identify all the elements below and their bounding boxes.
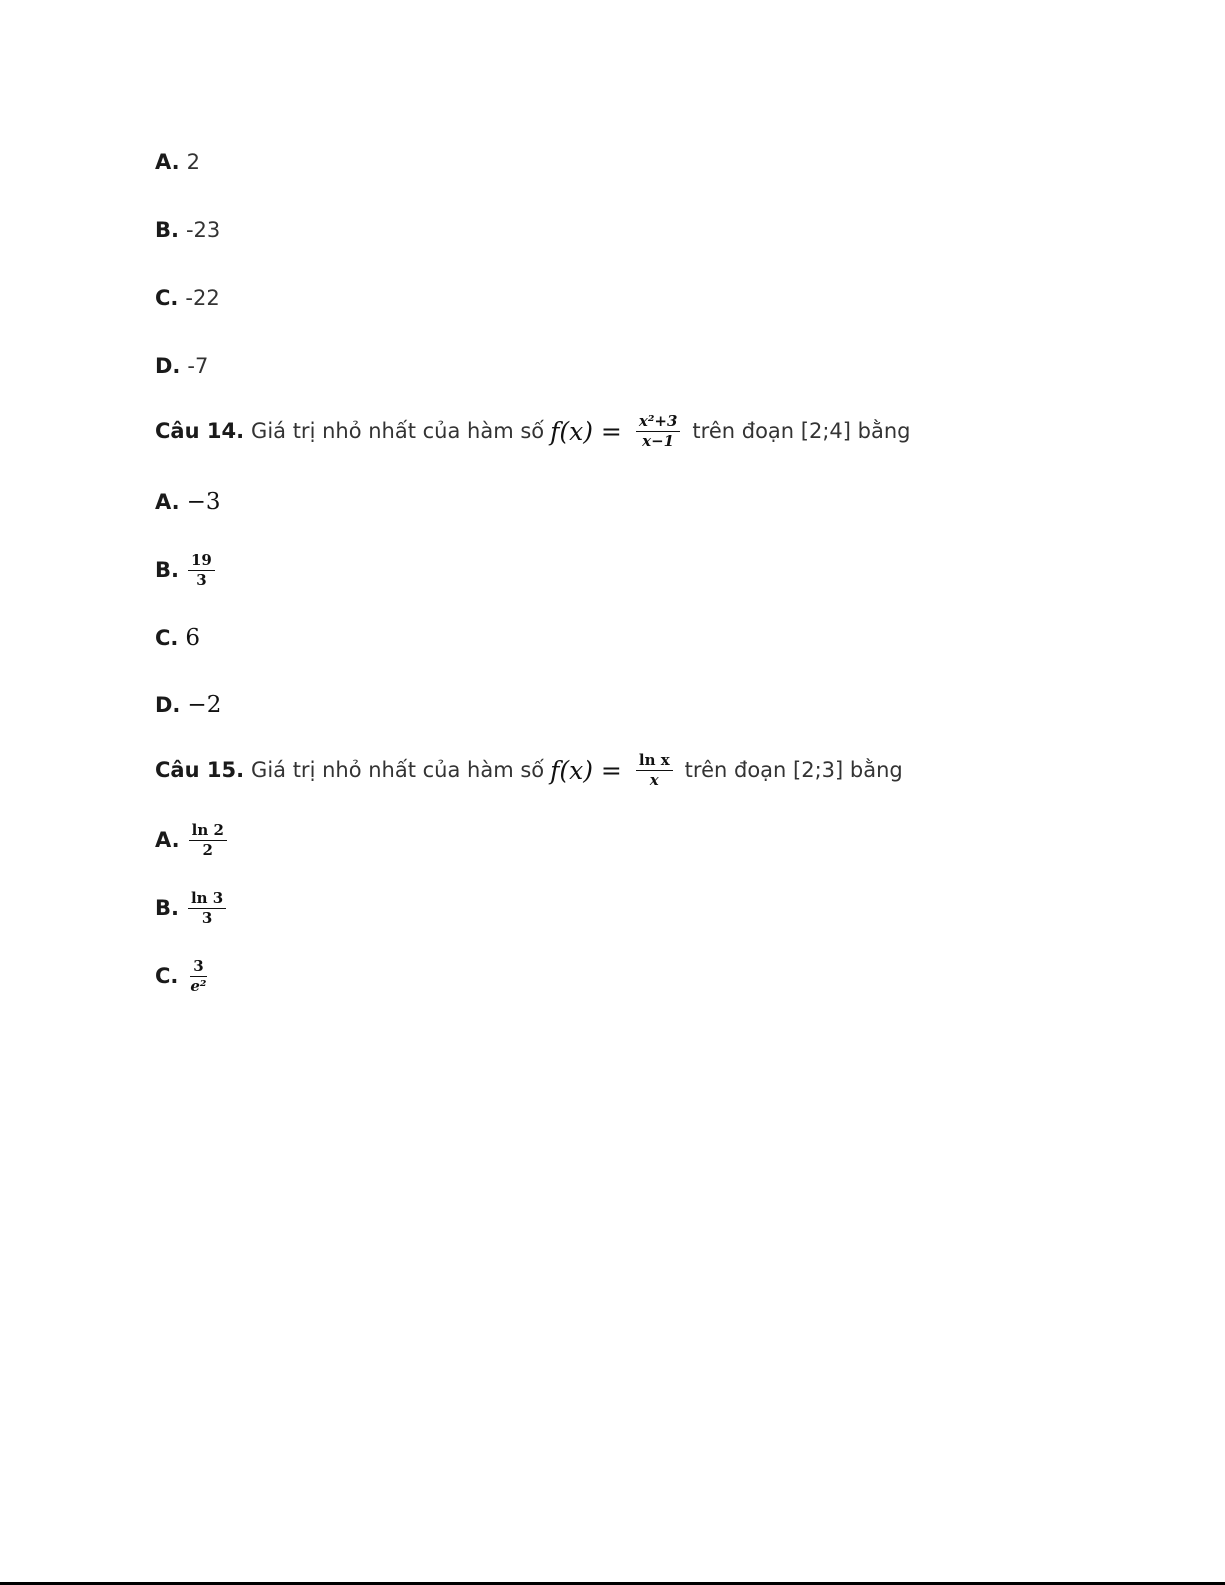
option-value: -23 xyxy=(185,218,221,242)
fraction-numerator: ln 2 xyxy=(189,822,227,841)
option-label: D. xyxy=(155,354,181,378)
option-label: B. xyxy=(155,558,179,582)
function-expression: f(x) = xyxy=(550,755,622,785)
question-text: Giá trị nhỏ nhất của hàm số xyxy=(251,419,545,443)
question-label: Câu 15. xyxy=(155,758,245,782)
q13-option-b xyxy=(155,218,220,242)
option-label: B. xyxy=(155,896,179,920)
fraction-numerator: 3 xyxy=(190,958,206,977)
question-label: Câu 14. xyxy=(155,419,245,443)
fraction-numerator: 19 xyxy=(188,552,215,571)
q13-option-d xyxy=(155,354,208,378)
question-14 xyxy=(155,413,910,449)
fraction-denominator: 3 xyxy=(196,570,207,589)
fraction-numerator: ln x xyxy=(636,752,673,771)
function-fraction xyxy=(636,752,673,788)
q14-option-c xyxy=(155,625,200,651)
option-label: A. xyxy=(155,490,180,514)
option-fraction xyxy=(188,552,215,588)
function-expression: f(x) = xyxy=(550,416,622,446)
option-label: C. xyxy=(155,626,179,650)
question-15 xyxy=(155,752,903,788)
question-tail: trên đoạn [2;3] bằng xyxy=(684,758,903,782)
option-value: -7 xyxy=(187,354,209,378)
function-fraction xyxy=(636,413,681,449)
fraction-denominator: 2 xyxy=(202,840,213,859)
q14-option-d xyxy=(155,692,221,718)
question-tail: trên đoạn [2;4] bằng xyxy=(692,419,911,443)
q13-option-a xyxy=(155,150,200,174)
option-fraction xyxy=(189,822,227,858)
option-label: B. xyxy=(155,218,179,242)
option-label: D. xyxy=(155,693,181,717)
q14-option-b xyxy=(155,552,217,588)
option-value: -22 xyxy=(185,286,220,310)
q13-option-c xyxy=(155,286,220,310)
option-value: −3 xyxy=(186,489,221,515)
option-label: C. xyxy=(155,964,179,988)
option-value: 6 xyxy=(185,625,201,651)
option-value: 2 xyxy=(186,150,200,174)
q14-option-a xyxy=(155,489,221,515)
q15-option-b xyxy=(155,890,228,926)
fraction-denominator: e² xyxy=(190,976,207,995)
q15-option-a xyxy=(155,822,229,858)
fraction-denominator: 3 xyxy=(201,908,213,927)
fraction-numerator: ln 3 xyxy=(188,890,226,909)
q15-option-c xyxy=(155,958,212,994)
fraction-numerator: x²+3 xyxy=(636,413,681,432)
option-label: A. xyxy=(155,828,180,852)
fraction-denominator: x xyxy=(649,770,659,789)
option-fraction xyxy=(188,890,226,926)
fraction-denominator: x−1 xyxy=(642,431,675,450)
option-label: A. xyxy=(155,150,180,174)
question-text: Giá trị nhỏ nhất của hàm số xyxy=(251,758,545,782)
option-label: C. xyxy=(155,286,179,310)
option-value: −2 xyxy=(187,692,222,718)
option-fraction xyxy=(187,958,209,994)
